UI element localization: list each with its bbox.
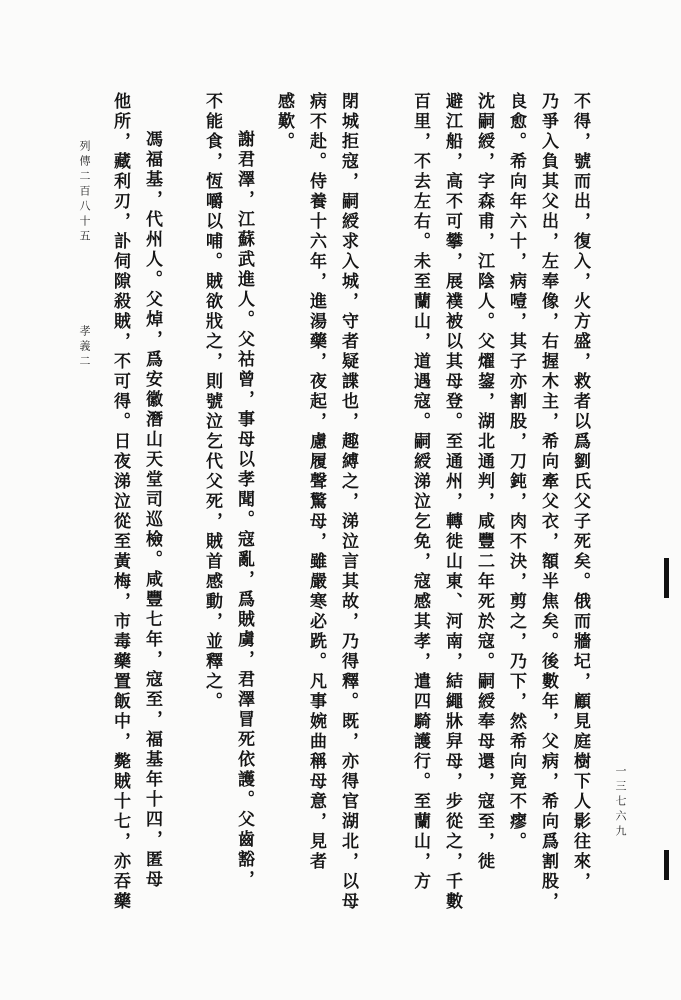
text-column-10: 謝君澤，江蘇武進人。父祜曾，事母以孝聞。寇亂，爲賊虜，君澤冒死依護。父齒豁， (234, 130, 254, 890)
text-column-6: 百里，不去左右。未至蘭山，道遇寇。嗣綬涕泣乞免，寇感其孝，遣四騎護行。至蘭山，方 (410, 92, 430, 892)
text-column-9: 感歎。 (274, 92, 294, 152)
text-column-2: 乃爭入負其父出，左奉像，右握木主，希向牽父衣，額半焦矣。後數年，父病，希向爲割股， (538, 92, 558, 912)
text-column-4: 沈嗣綬，字森甫，江陰人。父燿鋆，湖北通判，咸豐二年死於寇。嗣綬奉母還，寇至，徙 (474, 92, 494, 872)
scan-edge-mark (664, 850, 669, 880)
text-column-7: 閉城拒寇，嗣綬求入城，守者疑諜也，趣縛之，涕泣言其故，乃得釋。既，亦得官湖北，以母 (338, 92, 358, 912)
chapter-header: 列傳二百八十五 (78, 140, 91, 245)
text-column-5: 避江船，高不可攀，展襆被以其母登。至通州，轉徙山東、河南，結繩牀舁母，步從之，千數 (442, 92, 462, 912)
section-header: 孝義二 (78, 325, 91, 370)
text-column-1: 不得，號而出，復入，火方盛，救者以爲劉氏父子死矣。俄而牆圮，顧見庭樹下人影往來， (570, 92, 590, 892)
text-column-3: 良愈。希向年六十，病噎，其子亦割股，刀鈍，肉不決，剪之，乃下，然希向竟不瘳。 (506, 92, 526, 852)
text-column-13: 他所，藏利刃，訃伺隙殺賊，不可得。日夜涕泣從至黃梅，市毒藥置飯中，斃賊十七，亦吞藥 (110, 92, 130, 912)
scan-edge-mark (664, 558, 669, 598)
text-column-12: 馮福基，代州人。父焯，爲安徽潛山天堂司巡檢。咸豐七年，寇至，福基年十四，匿母 (142, 130, 162, 890)
page-number: 一三七六九 (614, 765, 627, 840)
text-column-8: 病不赴。侍養十六年，進湯藥，夜起，慮履聲驚母，雖嚴寒必跣。凡事婉曲稱母意，見者 (306, 92, 326, 872)
text-column-11: 不能食，恆嚼以哺。賊欲戕之，則號泣乞代父死，賊首感動，並釋之。 (202, 92, 222, 712)
